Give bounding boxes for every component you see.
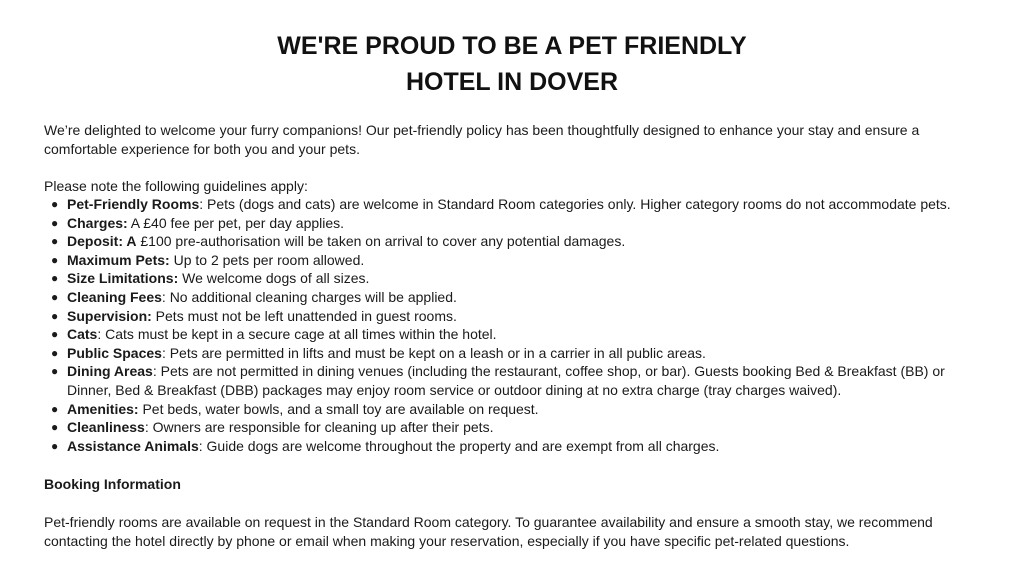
guideline-text: : Cats must be kept in a secure cage at all times within the hotel. bbox=[97, 326, 497, 343]
bullet-icon: ● bbox=[51, 420, 59, 435]
guideline-label: Supervision: bbox=[67, 307, 152, 324]
bullet-icon: ● bbox=[51, 345, 59, 360]
page-title-line-2: HOTEL IN DOVER bbox=[405, 68, 619, 96]
guideline-text: : Pets are not permitted in dining venues (including the restaurant, coffee shop, or bar). Guests booking Bed & Breakfast (BB) or Dinner, Bed & Breakfast (DBB) packages may enjoy room service or outdoor dining at no extra charge (tray charges waived). bbox=[67, 363, 945, 398]
bullet-icon: ● bbox=[51, 234, 59, 249]
booking-heading: Booking Information bbox=[44, 476, 181, 492]
guideline-text: Up to 2 pets per room allowed. bbox=[169, 251, 365, 268]
page-title-line-1: WE'RE PROUD TO BE A PET FRIENDLY bbox=[277, 32, 747, 60]
guideline-text: A £40 fee per pet, per day applies. bbox=[127, 214, 345, 231]
guideline-item bbox=[44, 214, 984, 233]
guideline-label: Charges: bbox=[67, 214, 128, 231]
guidelines-intro: Please note the following guidelines apply: bbox=[44, 178, 308, 194]
bullet-icon: ● bbox=[51, 271, 59, 286]
guideline-label: Pet-Friendly Rooms bbox=[67, 196, 200, 212]
guideline-item bbox=[44, 232, 984, 251]
guideline-item bbox=[44, 400, 984, 419]
guideline-item bbox=[44, 344, 984, 363]
guideline-item bbox=[44, 307, 984, 326]
booking-paragraph: Pet-friendly rooms are available on request in the Standard Room category. To guarantee availability and ensure a smooth stay, we recommend contacting the hotel directly by phone or email when making your reservation, especially if you have specific pet-related questions. bbox=[44, 514, 933, 549]
guideline-item bbox=[44, 437, 984, 456]
bullet-icon: ● bbox=[51, 197, 59, 211]
bullet-icon: ● bbox=[51, 438, 59, 453]
guidelines-list bbox=[44, 195, 984, 455]
guideline-text: £100 pre-authorisation will be taken on arrival to cover any potential damages. bbox=[136, 233, 626, 250]
bullet-icon: ● bbox=[51, 252, 59, 267]
bullet-icon: ● bbox=[51, 364, 59, 379]
guideline-item bbox=[44, 269, 984, 288]
bullet-icon: ● bbox=[51, 215, 59, 230]
guideline-label: Cats bbox=[67, 326, 98, 343]
bullet-icon: ● bbox=[51, 308, 59, 323]
guideline-text: : Pets are permitted in lifts and must be kept on a leash or in a carrier in all public areas. bbox=[161, 344, 706, 361]
guideline-text: Pets must not be left unattended in guest rooms. bbox=[151, 307, 457, 324]
guideline-text: : Guide dogs are welcome throughout the property and are exempt from all charges. bbox=[198, 437, 720, 454]
guideline-label: Assistance Animals bbox=[67, 437, 199, 454]
intro-paragraph: We’re delighted to welcome your furry companions! Our pet-friendly policy has been thoughtfully designed to enhance your stay and ensure a comfortable experience for both you and your pets. bbox=[44, 122, 920, 157]
guideline-label: Maximum Pets: bbox=[67, 251, 170, 268]
guideline-item bbox=[44, 288, 984, 307]
bullet-icon: ● bbox=[51, 401, 59, 416]
guideline-label: Public Spaces bbox=[67, 344, 162, 361]
guideline-label: Amenities: bbox=[67, 400, 139, 417]
guideline-text: : Owners are responsible for cleaning up after their pets. bbox=[144, 419, 494, 436]
guideline-text: : No additional cleaning charges will be applied. bbox=[161, 288, 457, 305]
guideline-text: We welcome dogs of all sizes. bbox=[178, 270, 370, 287]
guideline-label: Cleaning Fees bbox=[67, 288, 162, 305]
bullet-icon: ● bbox=[51, 289, 59, 304]
guideline-item bbox=[44, 418, 984, 437]
guideline-item bbox=[44, 251, 984, 270]
guideline-item bbox=[44, 362, 984, 399]
guideline-label: Deposit: A bbox=[67, 233, 137, 250]
guideline-text: Pet beds, water bowls, and a small toy are available on request. bbox=[138, 400, 539, 417]
guideline-item bbox=[44, 195, 984, 214]
bullet-icon: ● bbox=[51, 327, 59, 342]
guideline-text: : Pets (dogs and cats) are welcome in Standard Room categories only. Higher category rooms do not accommodate pets. bbox=[199, 196, 951, 212]
guideline-item bbox=[44, 325, 984, 344]
guideline-label: Size Limitations: bbox=[67, 270, 179, 287]
guideline-label: Cleanliness bbox=[67, 419, 145, 436]
guideline-label: Dining Areas bbox=[67, 363, 153, 380]
